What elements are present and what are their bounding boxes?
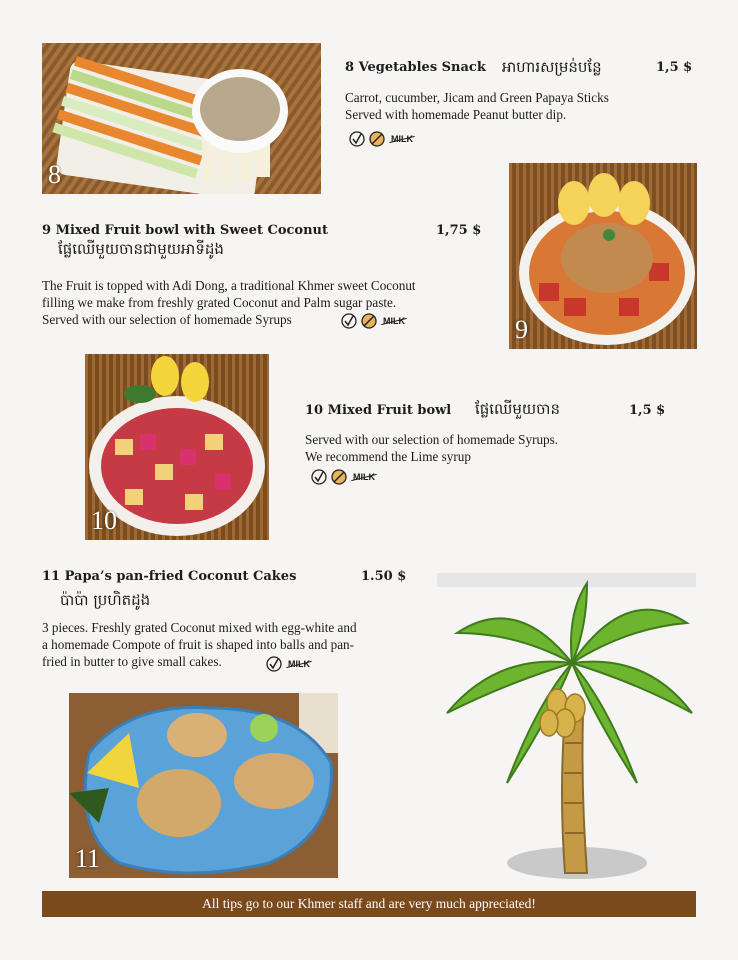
no-gluten-icon [361,313,377,329]
item-description [345,89,609,123]
vegan-icon [341,313,357,329]
item-khmer-name: ផ្លែឈើមួយចានជាមួយអាទីដូង [58,240,224,258]
vegetables-snack-photo [42,43,321,194]
desc-line: Served with homemade Peanut butter dip. [345,107,567,122]
item-title: 9 Mixed Fruit bowl with Sweet Coconut [42,223,328,238]
no-milk-icon: MILK [288,659,310,669]
dietary-icons [311,469,377,485]
no-milk-icon: MILK [391,134,413,144]
dietary-icons [341,313,407,329]
fruit-bowl-photo [85,354,269,540]
item-khmer-name: ប៉ាប៉ា ប្រហិតដូង [60,591,151,609]
item-price: 1,5 $ [629,403,666,418]
palm-tree-illustration [437,573,696,884]
no-milk-icon: MILK [353,472,375,482]
vegan-icon [349,131,365,147]
desc-line: We recommend the Lime syrup [305,449,471,464]
item-title: 11 Papa’s pan-fried Coconut Cakes [42,569,297,584]
coconut-cakes-photo [69,693,338,878]
desc-line: The Fruit is topped with Adi Dong, a traditional Khmer sweet Coconut [42,278,416,293]
desc-line: Carrot, cucumber, Jicam and Green Papaya Sticks [345,90,609,105]
item-price: 1,5 $ [656,60,693,75]
item-number-10: 10 [91,506,117,535]
item-number-9: 9 [515,315,528,344]
item-title: 10 Mixed Fruit bowl [305,403,452,418]
desc-line: Served with our selection of homemade Syrups. [305,432,559,447]
dietary-icons [266,656,312,672]
desc-line: fried in butter to give small cakes. [42,654,222,669]
footer-banner: All tips go to our Khmer staff and are very much appreciated! [42,891,696,917]
item-number-8: 8 [48,160,61,189]
item-title: 8 Vegetables Snack [345,60,486,75]
fruit-bowl-coconut-photo [509,163,697,349]
item-description [305,431,558,465]
vegan-icon [311,469,327,485]
item-khmer-name: អាហារសម្រន់បន្លែ [502,58,602,76]
no-milk-icon: MILK [383,316,405,326]
desc-line: 3 pieces. Freshly grated Coconut mixed with egg-white and [42,620,357,635]
item-price: 1,75 $ [436,223,482,238]
desc-line: filling we make from freshly grated Coconut and Palm sugar paste. [42,295,397,310]
desc-line: a homemade Compote of fruit is shaped into balls and pan- [42,637,355,652]
dietary-icons [349,131,415,147]
item-price: 1.50 $ [361,569,407,584]
no-gluten-icon [331,469,347,485]
no-gluten-icon [369,131,385,147]
desc-line: Served with our selection of homemade Syrups [42,312,292,327]
vegan-icon [266,656,282,672]
item-khmer-name: ផ្លែឈើមួយចាន [475,400,560,418]
item-number-11: 11 [75,844,101,873]
